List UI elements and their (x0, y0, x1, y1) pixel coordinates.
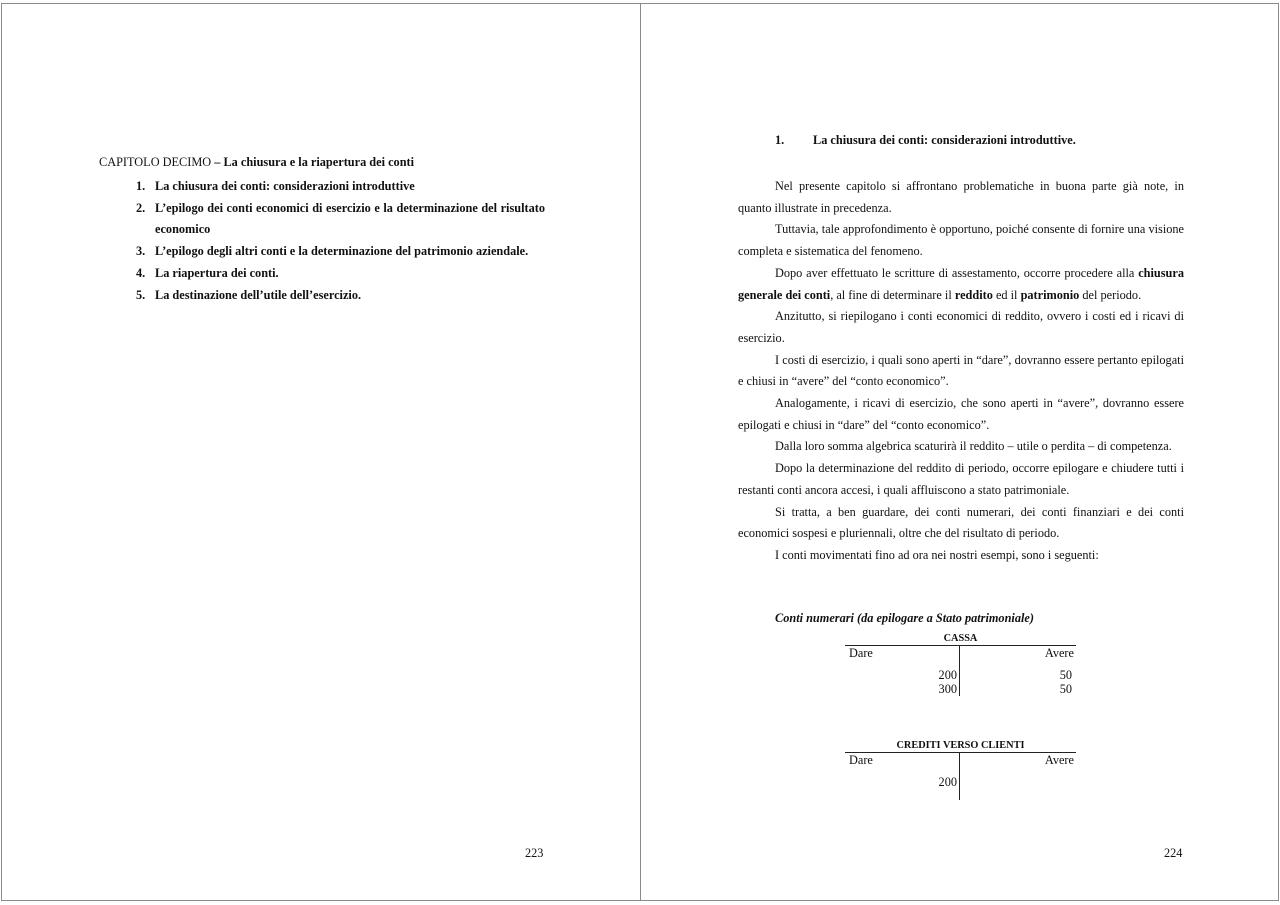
toc-item (99, 176, 545, 198)
left-page (1, 3, 641, 901)
dare-label: Dare (849, 753, 873, 767)
paragraph: Dalla loro somma algebrica scaturirà il reddito – utile o perdita – di competenza. (775, 439, 1172, 454)
paragraph-text: ed il (992, 287, 1021, 302)
page-number: 224 (1164, 846, 1183, 860)
emphasis-term: patrimonio (1020, 287, 1080, 302)
toc-item-number: 4. (136, 265, 146, 280)
paragraph-text: del periodo. (1079, 287, 1142, 302)
section-number: 1. (775, 133, 785, 147)
account-name: CREDITI VERSO CLIENTI (845, 740, 1076, 753)
paragraph-text: , al fine di determinare il (830, 287, 955, 302)
toc-item-text: La destinazione dell’utile dell’esercizio. (155, 287, 362, 302)
emphasis-term: chiusura generale dei conti (738, 265, 1184, 302)
section-heading (775, 133, 1076, 148)
page-number: 223 (525, 846, 544, 860)
toc-item-number: 3. (136, 244, 146, 259)
toc-item (99, 241, 545, 263)
t-account-gap (845, 660, 1076, 668)
toc-item-number: 2. (136, 200, 146, 215)
chapter-toc (99, 176, 545, 306)
chapter-title: – La chiusura e la riapertura dei conti (214, 155, 415, 169)
avere-label: Avere (1044, 753, 1074, 767)
dare-value: 200 (938, 775, 957, 789)
paragraph (738, 263, 1184, 306)
t-account-crediti (845, 740, 1076, 800)
t-account-gap (845, 767, 1076, 775)
t-account-header (845, 646, 1076, 660)
avere-value: 50 (1059, 682, 1072, 696)
paragraph-text: Dopo aver effettuato le scritture di assestamento, occorre procedere alla (775, 265, 1139, 280)
avere-label: Avere (1044, 646, 1074, 660)
toc-item-number: 5. (136, 287, 146, 302)
paragraph: Tuttavia, tale approfondimento è opportuno, poiché consente di fornire una visione completa e sistematica del fenomeno. (738, 222, 1184, 259)
toc-item-number: 1. (136, 179, 146, 193)
toc-item-text: L’epilogo dei conti economici di esercizio e la determinazione del risultato economico (155, 200, 545, 237)
dare-value: 300 (938, 682, 957, 696)
t-account-row (845, 682, 1076, 696)
t-account-body (845, 753, 1076, 800)
avere-value: 50 (1059, 668, 1072, 682)
account-name: CASSA (845, 633, 1076, 646)
body-text (738, 176, 1184, 567)
section-title: La chiusura dei conti: considerazioni introduttive. (813, 133, 1076, 147)
toc-item (99, 198, 545, 241)
paragraph: Nel presente capitolo si affrontano problematiche in buona parte già note, in quanto illustrate in precedenza. (738, 179, 1184, 215)
subheading: Conti numerari (da epilogare a Stato patrimoniale) (775, 611, 1034, 625)
paragraph: I conti movimentati fino ad ora nei nostri esempi, sono i seguenti: (775, 547, 1099, 562)
avere-value (957, 775, 1072, 789)
toc-item-text: La riapertura dei conti. (155, 265, 279, 280)
toc-item-text: La chiusura dei conti: considerazioni introduttive (155, 179, 415, 193)
paragraph: Dopo la determinazione del reddito di periodo, occorre epilogare e chiudere tutti i restanti conti ancora accesi, i quali affluiscono a stato patrimoniale. (738, 461, 1184, 497)
toc-item (99, 285, 545, 307)
chapter-label: CAPITOLO DECIMO (99, 155, 212, 169)
t-account-row (845, 775, 1076, 789)
right-page (640, 3, 1279, 901)
dare-label: Dare (849, 646, 873, 660)
t-account-header (845, 753, 1076, 767)
toc-item (99, 263, 545, 285)
paragraph: Si tratta, a ben guardare, dei conti numerari, dei conti finanziari e dei conti economici sospesi e pluriennali, oltre che del risultato di periodo. (738, 504, 1184, 541)
t-account-body (845, 646, 1076, 696)
chapter-heading (99, 155, 414, 170)
t-account-cassa (845, 633, 1076, 696)
emphasis-term: reddito (954, 287, 993, 302)
dare-value: 200 (938, 668, 957, 682)
t-account-spacer (845, 789, 1076, 800)
toc-item-text: L’epilogo degli altri conti e la determinazione del patrimonio aziendale. (155, 244, 529, 259)
paragraph: Analogamente, i ricavi di esercizio, che sono aperti in “avere”, dovranno essere epilogati e chiusi in “dare” del “conto economico”. (738, 396, 1184, 432)
t-account-row (845, 668, 1076, 682)
paragraph: I costi di esercizio, i quali sono aperti in “dare”, dovranno essere pertanto epilogati e chiusi in “avere” del “conto economico”. (738, 352, 1184, 389)
paragraph: Anzitutto, si riepilogano i conti economici di reddito, ovvero i costi ed i ricavi di esercizio. (738, 309, 1184, 345)
